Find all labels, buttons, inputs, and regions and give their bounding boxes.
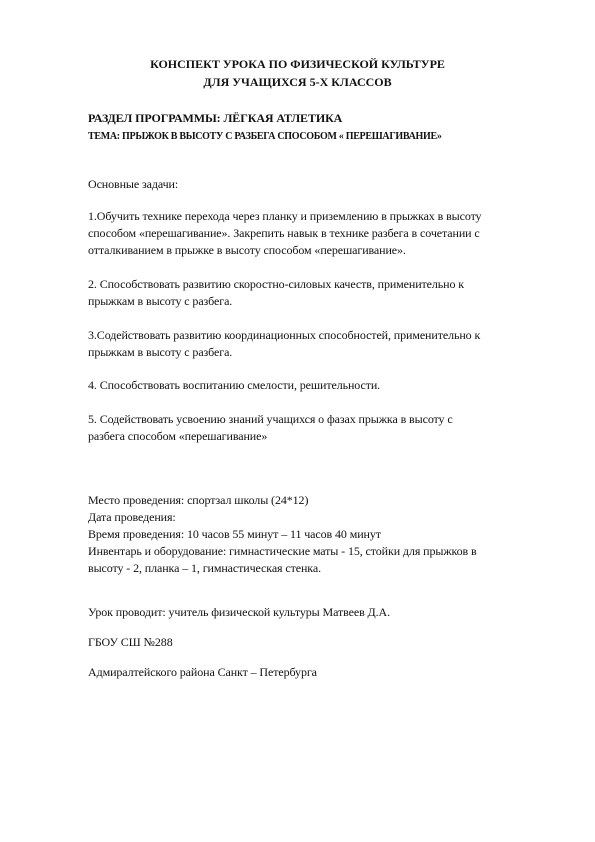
equipment-line-2: высоту - 2, планка – 1, гимнастическая стенка. [88,561,321,575]
lesson-date: Дата проведения: [88,510,176,524]
tasks-heading: Основные задачи: [88,177,179,191]
task-5-line-1: 5. Содействовать усвоению знаний учащихся о фазах прыжка в высоту с [88,412,453,426]
lesson-teacher: Урок проводит: учитель физической культуры Матвеев Д.А. [88,605,390,619]
school-district: Адмиралтейского района Санкт – Петербурга [88,665,317,679]
program-section-heading: РАЗДЕЛ ПРОГРАММЫ: ЛЁГКАЯ АТЛЕТИКА [88,111,343,125]
task-1-line-3: отталкиванием в прыжке в высоту способом «перешагивание». [88,243,406,257]
task-2-line-2: прыжкам в высоту с разбега. [88,294,233,308]
lesson-topic: ТЕМА: ПРЫЖОК В ВЫСОТУ С РАЗБЕГА СПОСОБОМ « ПЕРЕШАГИВАНИЕ» [88,131,442,142]
document-title-line-1: КОНСПЕКТ УРОКА ПО ФИЗИЧЕСКОЙ КУЛЬТУРЕ [150,57,445,71]
equipment-line-1: Инвентарь и оборудование: гимнастические маты - 15, стойки для прыжков в [88,544,477,558]
lesson-place: Место проведения: спортзал школы (24*12) [88,493,309,507]
lesson-time: Время проведения: 10 часов 55 минут – 11 часов 40 минут [88,527,381,541]
task-2-line-1: 2. Способствовать развитию скоростно-силовых качеств, применительно к [88,277,465,291]
task-1-line-2: способом «перешагивание». Закрепить навык в технике разбега в сочетании с [88,226,480,240]
school-name: ГБОУ СШ №288 [88,635,173,649]
task-3-line-1: 3.Содействовать развитию координационных способностей, применительно к [88,328,481,342]
document-title-line-2: ДЛЯ УЧАЩИХСЯ 5-Х КЛАССОВ [203,75,392,89]
task-3-line-2: прыжкам в высоту с разбега. [88,345,233,359]
task-5-line-2: разбега способом «перешагивание» [88,429,268,443]
task-4-line-1: 4. Способствовать воспитанию смелости, решительности. [88,378,381,392]
task-1-line-1: 1.Обучить технике перехода через планку и приземлению в прыжках в высоту [88,209,482,223]
